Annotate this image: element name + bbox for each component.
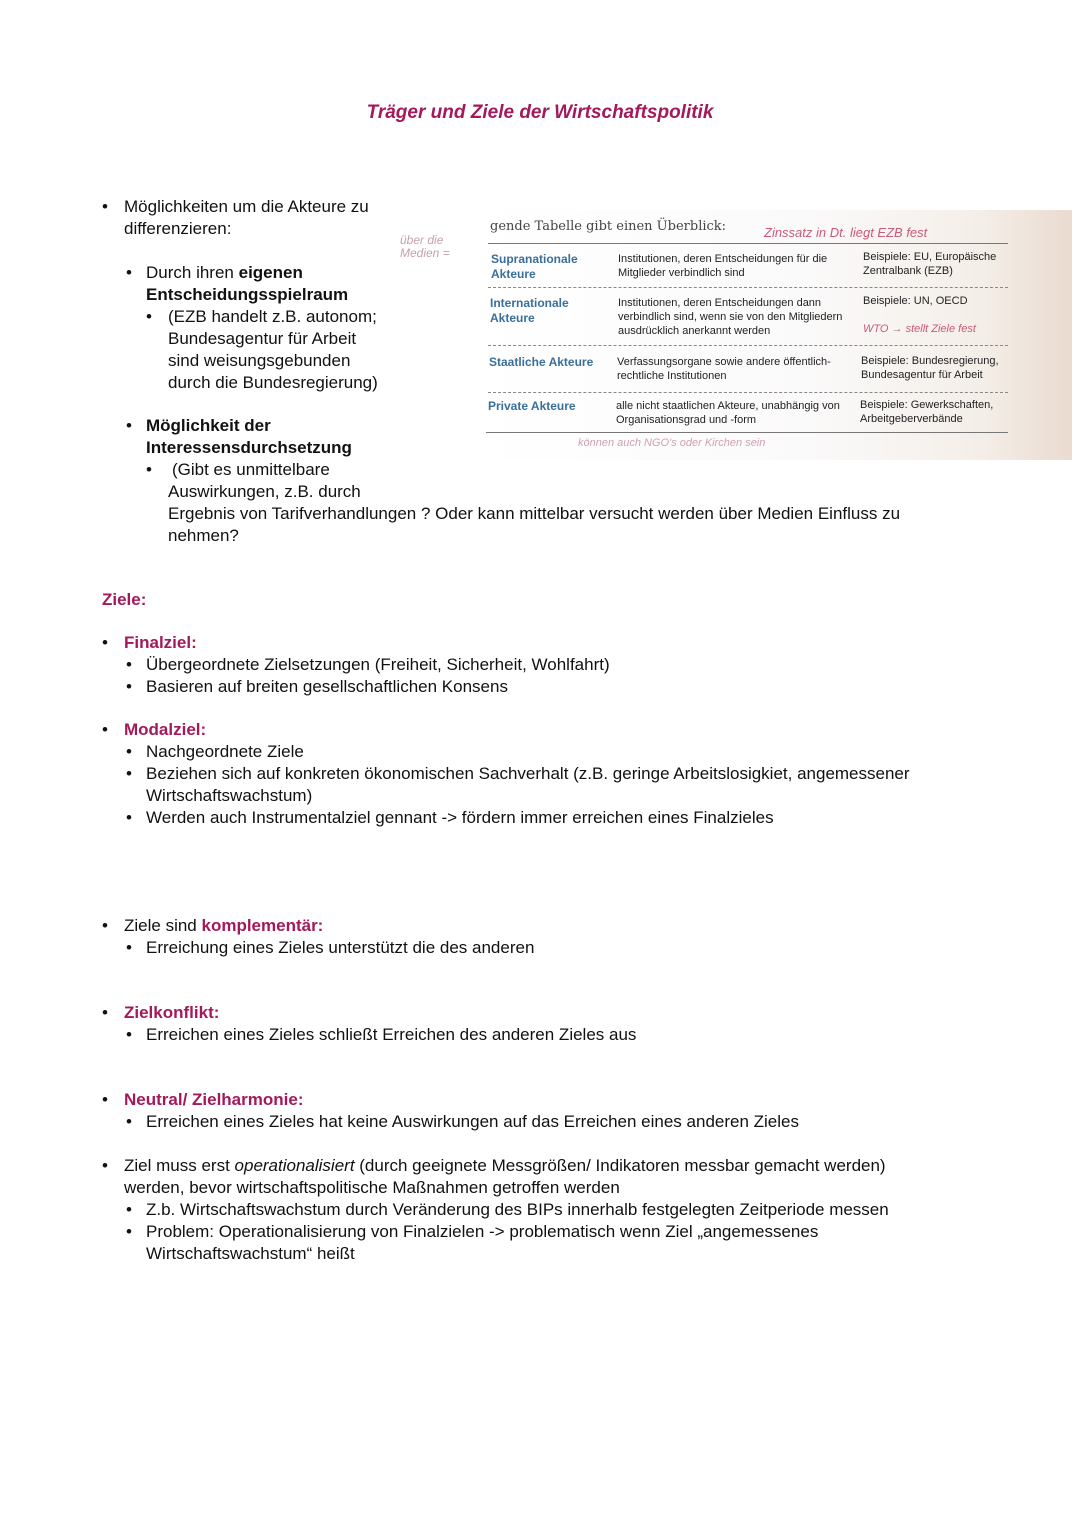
modalziel-item: Nachgeordnete Ziele [146, 742, 304, 761]
intro-sub1: Durch ihren eigenen Entscheidungsspielraum [146, 263, 349, 304]
row-text: Institutionen, deren Entscheidungen für die Mitglieder verbindlich sind [618, 253, 828, 279]
modalziel-item: Werden auch Instrumentalziel gennant -> fördern immer erreichen eines Finalzieles [146, 808, 774, 827]
bullet: • [102, 720, 108, 739]
bullet: • [126, 808, 132, 827]
komplementaer-item: Erreichung eines Zieles unterstützt die des anderen [146, 938, 535, 957]
bullet: • [102, 1003, 108, 1022]
row-text: Institutionen, deren Entscheidungen dann verbindlich sind, wenn sie von den Mitgliedern ausdrücklich anerkannt werden [618, 297, 843, 337]
row-text: Verfassungsorgane sowie andere öffentlich-rechtliche Institutionen [617, 356, 831, 382]
row-text: alle nicht staatlichen Akteure, unabhängig von Organisationsgrad und -form [616, 400, 840, 426]
divider [488, 287, 1008, 288]
bullet: • [102, 633, 108, 652]
row-category: Private Akteure [488, 399, 576, 413]
divider [488, 345, 1008, 346]
intro-sub1-detail: (EZB handelt z.B. autonom; Bundesagentur für Arbeit sind weisungsgebunden durch die Bundesregierung) [168, 307, 378, 392]
bullet: • [126, 764, 132, 783]
bullet: • [102, 1156, 108, 1175]
section-heading-ziele: Ziele: [102, 590, 147, 609]
handwritten-note-medien: über die Medien = [400, 233, 450, 260]
bullet: • [126, 1222, 132, 1241]
bullet: • [102, 197, 108, 216]
finalziel-label: Finalziel: [124, 633, 197, 652]
finalziel-item: Basieren auf breiten gesellschaftlichen Konsens [146, 677, 508, 696]
handwritten-note-zinssatz: Zinssatz in Dt. liegt EZB fest [764, 225, 928, 240]
zielkonflikt-label: Zielkonflikt: [124, 1003, 220, 1022]
bullet: • [126, 1200, 132, 1219]
row-example: Beispiele: Bundesregierung, Bundesagentur für Arbeit [861, 355, 999, 381]
intro-main: Möglichkeiten um die Akteure zu differenzieren: [124, 197, 369, 238]
bullet: • [126, 655, 132, 674]
modalziel-item: Beziehen sich auf konkreten ökonomischen Sachverhalt (z.B. geringe Arbeitslosigkiet, angemessener Wirtschaftswachstum) [146, 764, 910, 805]
page-title: Träger und Ziele der Wirtschaftspolitik [366, 102, 714, 123]
bullet: • [126, 677, 132, 696]
bullet: • [146, 460, 152, 479]
bullet: • [126, 938, 132, 957]
operational-text: Ziel muss erst operationalisiert (durch geeignete Messgrößen/ Indikatoren messbar gemacht werden) werden, bevor wirtschaftspolitische Maßnahmen getroffen werden [124, 1156, 886, 1197]
divider [488, 392, 1008, 393]
zielkonflikt-item: Erreichen eines Zieles schließt Erreichen des anderen Zieles aus [146, 1025, 637, 1044]
intro-sub2-detail: (Gibt es unmittelbare Auswirkungen, z.B. durch Ergebnis von Tarifverhandlungen ? Oder kann mittelbar versucht werden über Medien Einfluss zu nehmen? [168, 460, 901, 545]
operational-item: Problem: Operationalisierung von Finalzielen -> problematisch wenn Ziel „angemessenes Wirtschaftswachstum“ heißt [146, 1222, 819, 1263]
divider [486, 432, 1008, 433]
komplementaer-label: Ziele sind komplementär: [124, 916, 324, 935]
row-category: Supranationale Akteure [491, 252, 578, 281]
operational-item: Z.b. Wirtschaftswachstum durch Veränderung des BIPs innerhalb festgelegten Zeitperiode messen [146, 1200, 889, 1219]
bullet: • [126, 742, 132, 761]
table-photo [478, 210, 1072, 460]
bullet: • [126, 263, 132, 282]
photo-header: gende Tabelle gibt einen Überblick: [490, 219, 727, 234]
finalziel-item: Übergeordnete Zielsetzungen (Freiheit, Sicherheit, Wohlfahrt) [146, 655, 610, 674]
bullet: • [102, 1090, 108, 1109]
row-category: Internationale Akteure [490, 296, 569, 325]
neutral-item: Erreichen eines Zieles hat keine Auswirkungen auf das Erreichen eines anderen Zieles [146, 1112, 799, 1131]
bullet: • [126, 1112, 132, 1131]
neutral-label: Neutral/ Zielharmonie: [124, 1090, 304, 1109]
handwritten-note-wto: WTO → stellt Ziele fest [863, 323, 976, 335]
divider [488, 243, 1008, 244]
row-category: Staatliche Akteure [489, 355, 594, 369]
bullet: • [102, 916, 108, 935]
row-example: Beispiele: UN, OECD [863, 295, 968, 307]
bullet: • [146, 307, 152, 326]
bullet: • [126, 1025, 132, 1044]
modalziel-label: Modalziel: [124, 720, 207, 739]
bullet: • [126, 416, 132, 435]
row-example: Beispiele: EU, Europäische Zentralbank (EZB) [863, 251, 997, 277]
intro-sub2: Möglichkeit der Interessensdurchsetzung [146, 416, 352, 457]
handwritten-note-ngo: können auch NGO's oder Kirchen sein [578, 437, 766, 449]
row-example: Beispiele: Gewerkschaften, Arbeitgeberverbände [860, 399, 994, 425]
